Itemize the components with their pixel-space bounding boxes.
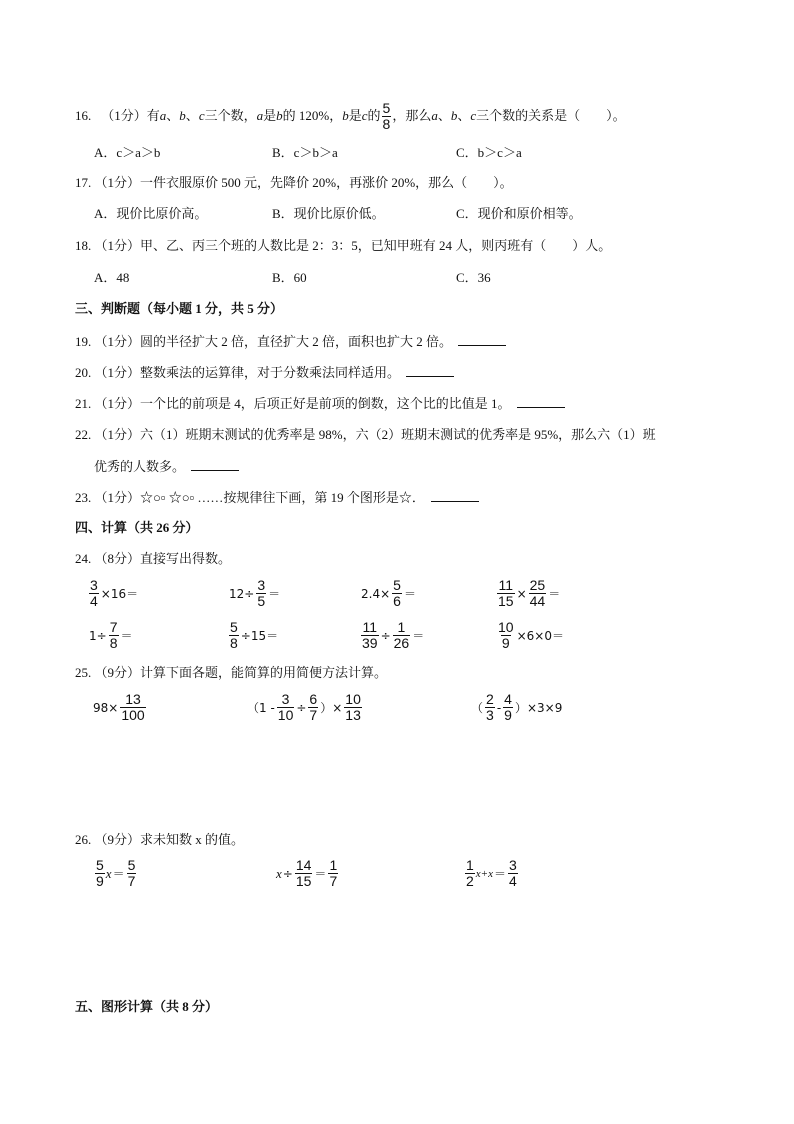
- var-b: b: [179, 108, 186, 123]
- numerator: 5: [393, 577, 401, 593]
- expr-text: ×16＝: [100, 587, 139, 601]
- q17-option-b[interactable]: B．现价比原价低。: [272, 206, 385, 221]
- question-18: 18. （1分）甲、乙、丙三个班的人数比是 2：3：5，已知甲班有 24 人，则丙班有（ ）人。: [75, 238, 612, 253]
- numerator: 3: [257, 577, 266, 593]
- text: 、: [457, 108, 471, 123]
- question-text: 20. （1分）整数乘法的运算律，对于分数乘法同样适用。: [75, 365, 401, 380]
- denominator: 5: [257, 593, 266, 609]
- expr-text: 1÷: [89, 628, 107, 643]
- text: 、: [166, 108, 180, 123]
- var-a: a: [431, 108, 438, 123]
- denominator: 9: [96, 873, 104, 889]
- var-b: b: [450, 108, 458, 123]
- question-text: 优秀的人数多。: [94, 459, 186, 474]
- numerator: 10: [498, 619, 514, 635]
- denominator: 4: [90, 593, 98, 609]
- fraction: [89, 578, 99, 609]
- text: 的: [367, 108, 381, 123]
- numerator: 3: [509, 857, 517, 873]
- fraction: [308, 692, 318, 723]
- question-text: 23. （1分）☆○▫ ☆○▫ ……按规律往下画，第 19 个图形是☆．: [75, 490, 425, 505]
- text: 三个数，: [204, 108, 257, 123]
- var-c: c: [361, 108, 368, 123]
- expr-text: 12÷: [229, 586, 255, 601]
- operator: ÷: [282, 866, 293, 881]
- answer-blank[interactable]: [191, 458, 239, 471]
- expr-text: ）×: [320, 701, 343, 715]
- var-a: a: [256, 108, 264, 123]
- q24-expr-8[interactable]: [496, 620, 565, 651]
- operator: ＝: [112, 867, 125, 881]
- fraction: [392, 578, 402, 609]
- numerator: 1: [397, 619, 406, 635]
- q16-option-a[interactable]: A．c＞a＞b: [94, 145, 161, 160]
- text: ，那么: [392, 108, 432, 123]
- q24-expr-7[interactable]: [360, 620, 425, 651]
- numerator: 5: [230, 619, 238, 635]
- question-22-cont: [94, 457, 239, 477]
- operator: ÷: [296, 700, 307, 715]
- answer-blank[interactable]: [406, 364, 454, 377]
- denominator: 6: [393, 593, 401, 609]
- text: 、: [437, 108, 451, 123]
- fraction: [109, 620, 119, 651]
- expr-text: （1 -: [247, 701, 275, 715]
- question-26: [75, 830, 244, 850]
- denominator: 7: [127, 873, 136, 889]
- numerator: 5: [96, 857, 104, 873]
- operator: ＝: [493, 867, 506, 881]
- denominator: 26: [393, 635, 410, 651]
- var-x: x+x: [475, 867, 493, 880]
- question-text: 19. （1分）圆的半径扩大 2 倍，直径扩大 2 倍，面积也扩大 2 倍。: [75, 334, 453, 349]
- var-c: c: [198, 108, 205, 123]
- text: 有: [146, 108, 160, 123]
- numerator: 5: [127, 857, 136, 873]
- text: 是: [348, 108, 362, 123]
- fraction: [256, 578, 266, 609]
- expr-text: ＝: [120, 629, 133, 643]
- section-heading-judgement: 三、判断题（每小题 1 分，共 5 分）: [75, 301, 284, 316]
- question-25: 25. （9分）计算下面各题，能简算的用简便方法计算。: [75, 665, 388, 680]
- numerator: 6: [309, 691, 318, 707]
- numerator: 4: [504, 691, 512, 707]
- fraction: [485, 692, 495, 723]
- numerator: 7: [109, 619, 118, 635]
- fraction: [277, 692, 295, 723]
- question-16: [75, 99, 626, 132]
- question-score: （1分）: [101, 108, 147, 123]
- expr-text: ＝: [412, 629, 425, 643]
- fraction: [120, 692, 145, 723]
- q26-equation-1[interactable]: [94, 858, 137, 889]
- q24-expr-4[interactable]: [496, 578, 561, 609]
- fraction: [529, 578, 547, 609]
- q24-expr-1[interactable]: [88, 578, 139, 609]
- question-text: 21. （1分）一个比的前项是 4，后项正好是前项的倒数，这个比的比值是 1。: [75, 396, 511, 411]
- operator: ÷: [380, 628, 391, 643]
- expr-text: ）×3×9: [514, 701, 563, 715]
- numerator: 1: [466, 857, 474, 873]
- var-b: b: [342, 108, 349, 123]
- numerator: 13: [125, 691, 141, 707]
- denominator: 7: [329, 873, 338, 889]
- q26-equation-3[interactable]: [464, 858, 519, 889]
- denominator: 4: [509, 873, 517, 889]
- fraction: [497, 620, 515, 651]
- denominator: 2: [466, 873, 474, 889]
- question-19: [75, 332, 506, 352]
- expr-text: ＝: [268, 587, 281, 601]
- denominator: 10: [277, 707, 294, 723]
- fraction: [344, 692, 362, 723]
- text: 是: [263, 108, 277, 123]
- var-a: a: [159, 108, 167, 123]
- expr-text: ＝: [403, 587, 416, 601]
- expr-text: 2.4×: [361, 586, 391, 601]
- denominator: 9: [501, 635, 510, 651]
- q17-option-c[interactable]: C．现价和原价相等。: [456, 206, 582, 221]
- question-20: [75, 363, 454, 383]
- denominator: 39: [362, 635, 378, 651]
- denominator: 8: [382, 115, 391, 132]
- question-24: 24. （8分）直接写出得数。: [75, 551, 232, 566]
- fraction: [393, 620, 411, 651]
- operator: ＝: [314, 867, 327, 881]
- operator: -: [496, 700, 502, 715]
- numerator: 10: [345, 691, 361, 707]
- denominator: 15: [295, 873, 312, 889]
- numerator: 2: [486, 691, 494, 707]
- denominator: 8: [230, 635, 238, 651]
- fraction: [497, 578, 515, 609]
- denominator: 100: [121, 707, 145, 723]
- answer-blank[interactable]: [458, 333, 506, 346]
- expr-text: ＝: [548, 587, 561, 601]
- var-x: x: [105, 865, 112, 881]
- q24-expr-5[interactable]: [88, 620, 134, 651]
- denominator: 13: [345, 707, 361, 723]
- q26-equation-2[interactable]: [276, 858, 339, 889]
- section-heading-geometry: 五、图形计算（共 8 分）: [75, 999, 219, 1014]
- var-b: b: [276, 108, 283, 123]
- question-22: 22. （1分）六（1）班期末测试的优秀率是 98%，六（2）班期末测试的优秀率是 95%，那么六（1）班: [75, 427, 656, 442]
- q24-expr-6[interactable]: [228, 620, 279, 651]
- fraction: [328, 858, 338, 889]
- expr-text: 98×: [93, 700, 119, 715]
- denominator: 7: [309, 707, 318, 723]
- q24-expr-2[interactable]: [228, 578, 281, 609]
- numerator: 11: [498, 577, 514, 593]
- var-x: x: [276, 865, 282, 881]
- denominator: 44: [529, 593, 546, 609]
- q17-option-a[interactable]: A．现价比原价高。: [94, 206, 208, 221]
- var-c: c: [470, 108, 477, 123]
- fraction: [361, 620, 379, 651]
- q25-expr-3[interactable]: [470, 692, 563, 723]
- q18-option-c[interactable]: C．36: [456, 270, 491, 285]
- question-23: [75, 488, 479, 508]
- section-heading-calculation: 四、计算（共 26 分）: [75, 520, 199, 535]
- q18-option-b[interactable]: B．60: [272, 270, 307, 285]
- denominator: 8: [109, 635, 118, 651]
- denominator: 3: [486, 707, 494, 723]
- text: 三个数的关系是（ ）。: [476, 108, 626, 123]
- answer-blank[interactable]: [517, 395, 565, 408]
- fraction: [465, 858, 475, 889]
- fraction: [229, 620, 239, 651]
- q24-expr-3[interactable]: [360, 578, 417, 609]
- denominator: 15: [498, 593, 514, 609]
- q16-option-c[interactable]: C．b＞c＞a: [456, 145, 522, 160]
- question-21: [75, 394, 565, 414]
- numerator: 1: [329, 857, 338, 873]
- q16-option-b[interactable]: B．c＞b＞a: [272, 145, 338, 160]
- numerator: 3: [90, 577, 98, 593]
- expr-text: （: [471, 701, 484, 715]
- text: 的 120%，: [282, 108, 343, 123]
- answer-blank[interactable]: [431, 489, 479, 502]
- numerator: 25: [529, 577, 546, 593]
- q18-option-a[interactable]: A．48: [94, 270, 130, 285]
- question-17: 17. （1分）一件衣服原价 500 元，先降价 20%，再涨价 20%，那么（ ）。: [75, 175, 513, 190]
- question-text: 26. （9分）求未知数 x 的值。: [75, 832, 245, 847]
- q25-expr-1[interactable]: [92, 692, 147, 723]
- numerator: 5: [382, 99, 391, 116]
- expr-text: ÷15＝: [240, 629, 279, 643]
- expr-text: ×6×0＝: [516, 629, 564, 643]
- fraction: [95, 858, 105, 889]
- q25-expr-2[interactable]: [246, 692, 363, 723]
- question-number: 16.: [75, 108, 92, 123]
- denominator: 9: [504, 707, 512, 723]
- fraction: [508, 858, 518, 889]
- numerator: 3: [281, 691, 290, 707]
- numerator: 14: [295, 857, 312, 873]
- fraction: [295, 858, 313, 889]
- fraction: [127, 858, 137, 889]
- text: 、: [185, 108, 199, 123]
- fraction: [503, 692, 513, 723]
- fraction: [382, 101, 392, 132]
- numerator: 11: [362, 619, 378, 635]
- operator: ×: [516, 586, 527, 601]
